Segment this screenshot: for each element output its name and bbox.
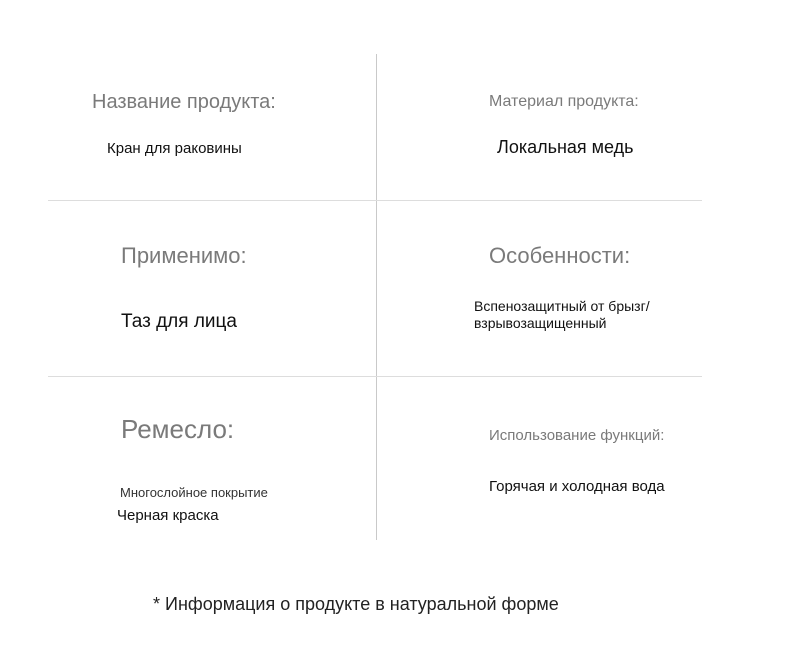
product-name-label: Название продукта: bbox=[92, 91, 276, 113]
craft-value-paint: Черная краска bbox=[117, 507, 219, 524]
features-value: Вспенозащитный от брызг/взрывозащищенный bbox=[474, 298, 650, 332]
applicable-label: Применимо: bbox=[121, 243, 247, 268]
vertical-divider bbox=[376, 54, 377, 540]
product-material-value: Локальная медь bbox=[497, 137, 634, 157]
product-name-value: Кран для раковины bbox=[107, 140, 242, 157]
footnote: * Информация о продукте в натуральной форме bbox=[153, 594, 559, 614]
features-label: Особенности: bbox=[489, 243, 631, 268]
product-material-label: Материал продукта: bbox=[489, 93, 639, 110]
craft-value-coating: Многослойное покрытие bbox=[120, 485, 268, 500]
horizontal-divider-1 bbox=[48, 200, 702, 201]
craft-label: Ремесло: bbox=[121, 414, 235, 444]
function-usage-value: Горячая и холодная вода bbox=[489, 478, 665, 495]
applicable-value: Таз для лица bbox=[121, 311, 237, 332]
function-usage-label: Использование функций: bbox=[489, 427, 665, 444]
horizontal-divider-2 bbox=[48, 376, 702, 377]
